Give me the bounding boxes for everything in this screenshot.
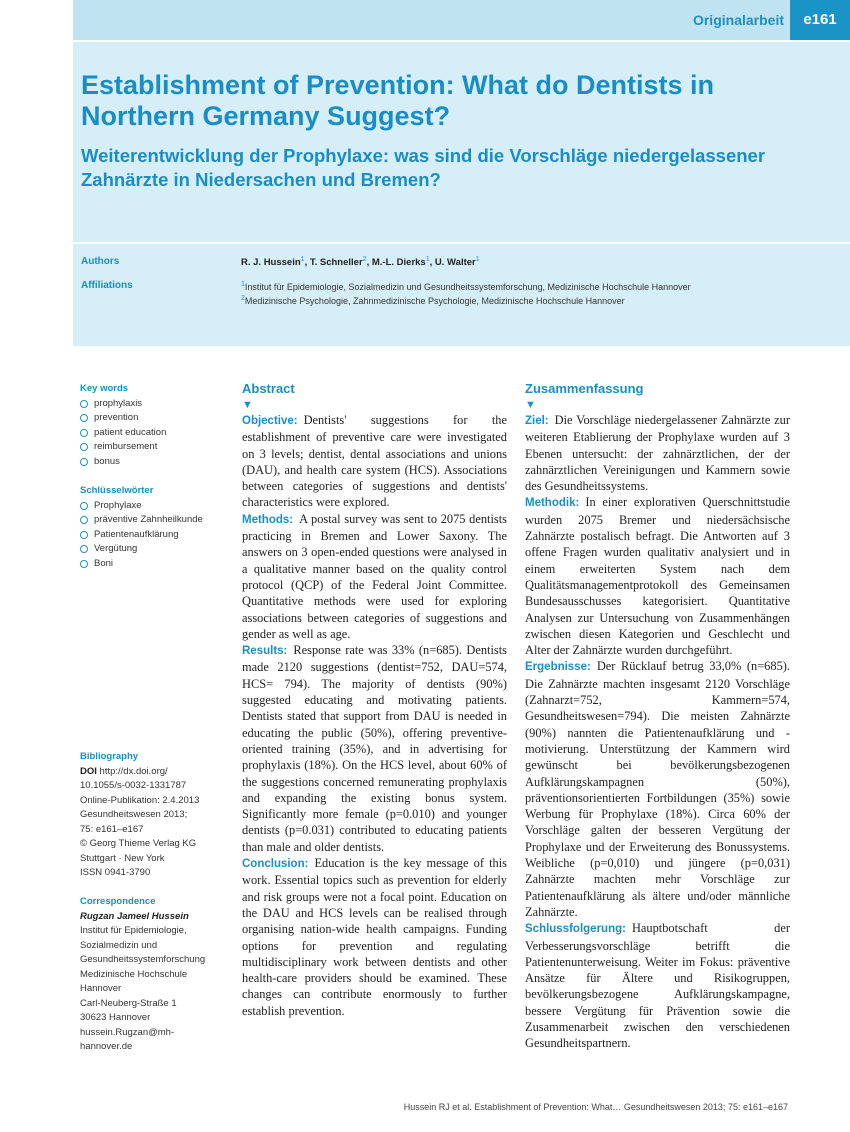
affiliation-text: Institut für Epidemiologie, Sozialmedizin und Gesundheitssystemforschung, Medizinische Hochschule Hannover [244, 282, 691, 292]
corr-line: Institut für Epidemiologie, [80, 925, 187, 936]
bullet-icon [80, 531, 88, 539]
corr-line: 30623 Hannover [80, 1012, 151, 1023]
affiliation-list [241, 279, 691, 307]
keyword-item [80, 557, 230, 572]
keyword-item [80, 397, 230, 412]
keyword-text: bonus [94, 455, 120, 467]
article-subtitle: Weiterentwicklung der Prophylaxe: was sind die Vorschläge niedergelassener Zahnärzte in Niedersachen und Bremen? [81, 145, 766, 190]
keyword-item [80, 528, 230, 543]
author-sup: 1 [425, 256, 430, 263]
paragraph-text: Education is the key message of this work. Essential topics such as prevention for elderly and risk groups were not a focal point. Education on the DAU and HCS levels can be realised through organising nation-wide health campaigns. Funding options for prevention and regulating multidisciplinary work between dentists and other health-care providers should be examined. These changes can contribute enormously to further establish prevention. [242, 856, 507, 1018]
abstract-paragraph [242, 511, 507, 642]
abstract-paragraph [242, 642, 507, 855]
doi-label: DOI [80, 765, 97, 777]
bib-line: Stuttgart · New York [80, 852, 165, 864]
paragraph-label: Conclusion: [242, 858, 309, 871]
correspondence-section [80, 895, 230, 1055]
bibliography-section [80, 750, 230, 881]
author-sup: 1 [475, 256, 480, 263]
paragraph-label: Methods: [242, 513, 294, 526]
bib-line: © Georg Thieme Verlag KG [80, 838, 197, 849]
keyword-item [80, 513, 230, 528]
corr-line: Hannover [80, 983, 122, 994]
corr-line: Sozialmedizin und [80, 939, 158, 951]
corr-line: Gesundheitssystemforschung [80, 954, 206, 965]
doi-line [80, 765, 230, 780]
bullet-icon [80, 560, 88, 568]
author-name: T. Schneller [309, 257, 363, 269]
title-block [73, 42, 850, 242]
affiliation-item [241, 293, 691, 307]
keywords-section [80, 382, 230, 469]
bib-line: ISSN 0941-3790 [80, 867, 151, 878]
bullet-icon [80, 545, 88, 553]
bullet-icon [80, 414, 88, 422]
zusammenfassung-column [525, 380, 790, 1052]
bullet-icon [80, 400, 88, 408]
paragraph-label: Ziel: [525, 415, 549, 427]
triangle-down-icon: ▼ [525, 399, 536, 411]
bib-line: Gesundheitswesen 2013; [80, 809, 188, 820]
abstract-column [242, 380, 507, 1019]
keyword-text: Boni [94, 557, 114, 569]
page-footer: Hussein RJ et al. Establishment of Prevention: What… Gesundheitswesen 2013; 75: e161–e167 [403, 1102, 788, 1112]
paragraph-label: Methodik: [525, 497, 580, 510]
authors-block [73, 244, 850, 346]
paragraph-text: Dentists' suggestions for the establishment of preventive care were investigated on 3 levels; dentist, dental associations and unions (DAU), and health care system (HCS). Associations between categories of suggestions and dentists' characteristics were explored. [242, 413, 507, 510]
keyword-text: patient education [94, 426, 167, 438]
keywords-heading: Key words [80, 383, 129, 394]
keyword-item [80, 542, 230, 557]
authors-label: Authors [81, 256, 120, 267]
zusammenfassung-paragraph [525, 658, 790, 920]
section-label: Originalarbeit [692, 12, 784, 28]
paragraph-label: Results: [242, 645, 288, 658]
paragraph-label: Ergebnisse: [525, 661, 591, 674]
zusammenfassung-paragraph [525, 920, 790, 1051]
bullet-icon [80, 458, 88, 466]
paragraph-text: In einer explorativen Querschnittstudie wurden 2075 Bremer und niedersächsische Zahnärzte postalisch befragt. Die Antworten auf 3 offene Fragen wurden qualitativ analysiert und in einem erweiterten System nach dem Qualitätsmanagementprotokoll des Gemeinsamen Bundesausschusses kategorisiert. Quantitative Analysen zur Untersuchung von Zusammenhängen zwischen diesen Kategorien und Geschlecht und Alter der Zahnärzte wurden durchgeführt. [525, 495, 790, 658]
keyword-item [80, 499, 230, 514]
paragraph-text: Die Vorschläge niedergelassener Zahnärzte zur weiteren Etablierung der Prophylaxe wurden auf 3 Ebenen untersucht: der zahnärztlichen, der der zahnärztlichen Vereinigungen und Kammern sowie des Gesundheitssystems. [525, 413, 790, 494]
abstract-heading: Abstract [242, 381, 295, 396]
keyword-text: prevention [94, 412, 139, 423]
keyword-text: prophylaxis [94, 397, 143, 409]
keyword-text: Patientenaufklärung [94, 528, 179, 540]
author-sup: 2 [362, 256, 367, 263]
affiliation-sup: 1 [241, 281, 245, 288]
keyword-text: Prophylaxe [94, 499, 142, 511]
paragraph-text: Der Rücklauf betrug 33,0% (n=685). Die Zahnärzte machten insgesamt 2120 Vorschläge (Zahnarzt=752, Kammern=574, Gesundheitswesen=794). Die meisten Zahnärzte (90%) nannten die Patientenaufklärung und -motivierung. Unterstützung der Kammern wird gewünscht bei bevölkerungsbezogenen Aufklärungskampagnen (50%), präventionsorientierten Fortbildungen (35%) sowie Werbung für Prophylaxe (18%). Circa 60% der Vorschläge galten der besseren Vergütung der Prophylaxe und der Erweiterung des Bonussystems. Weibliche (p=0,010) und jüngere (p=0,031) Zahnärzte machten mehr Vorschläge zur Patientenaufklärung als ältere und/oder männliche Zahnärzte. [525, 659, 790, 919]
keyword-item [80, 411, 230, 426]
keyword-item [80, 455, 230, 470]
zusammenfassung-paragraph [525, 412, 790, 494]
bullet-icon [80, 502, 88, 510]
affiliation-text: Medizinische Psychologie, Zahnmedizinische Psychologie, Medizinische Hochschule Hannover [244, 296, 625, 306]
author-name: M.-L. Dierks [371, 257, 426, 269]
author-sup: 1 [300, 256, 305, 263]
bullet-icon [80, 429, 88, 437]
schluesselwoerter-heading: Schlüsselwörter [80, 485, 154, 496]
correspondence-name: Rugzan Jameel Hussein [80, 910, 189, 922]
corr-line: Medizinische Hochschule [80, 968, 188, 980]
email-link-cont[interactable]: hannover.de [80, 1041, 133, 1052]
paragraph-label: Schlussfolgerung: [525, 923, 626, 936]
paragraph-text: A postal survey was sent to 2075 dentists practicing in Bremen and Lower Saxony. The answers on 3 open-ended questions were analysed in a qualitative manner based on the quality control protocol (QCP) of the Federal Joint Committee. Quantitative methods were used for exploring associations between categories of suggestions and gender as well as age. [242, 511, 507, 641]
correspondence-heading: Correspondence [80, 896, 156, 907]
page-number: e161 [790, 0, 850, 40]
keyword-item [80, 440, 230, 455]
abstract-paragraph [242, 855, 507, 1019]
bullet-icon [80, 443, 88, 451]
email-link[interactable]: hussein.Rugzan@mh- [80, 1026, 175, 1038]
author-list: R. J. Hussein$^1$, T. Schneller$^2$, M.-L. Dierks$^1$, U. Walter$^1$ [241, 256, 480, 269]
paragraph-text: Response rate was 33% (n=685). Dentists made 2120 suggestions (dentist=752, DAU=574, HCS= 794). The majority of dentists (90%) suggested educating and motivating patients. Dentists stated that support from DAU is needed in educating the public (50%), offering preventive-oriented training (35%), and in advertising for prophylaxis (18%). On the HCS level, about 60% of the suggestions concerned remunerating prophylaxis and expanding the existing bonus system. Significantly more female (p=0.010) and younger dentists (p=0.031) contributed to educating patients than male and older dentists. [242, 643, 507, 854]
affiliation-item [241, 279, 691, 293]
doi-link[interactable]: http://dx.doi.org/ [99, 765, 168, 777]
schluesselwoerter-section [80, 484, 230, 571]
triangle-down-icon: ▼ [242, 399, 253, 411]
abstract-paragraph [242, 412, 507, 511]
doi-value: 10.1055/s-0032-1331787 [80, 780, 187, 791]
paragraph-label: Objective: [242, 415, 298, 427]
keyword-text: reimbursement [94, 441, 158, 452]
affiliations-label: Affiliations [81, 280, 133, 291]
author-name: R. J. Hussein [241, 257, 301, 269]
zusammenfassung-paragraph [525, 494, 790, 658]
bib-line: 75: e161–e167 [80, 823, 144, 835]
author-name: U. Walter [434, 257, 476, 269]
keyword-item [80, 426, 230, 441]
keyword-text: Vergütung [94, 543, 138, 554]
keyword-text: präventive Zahnheilkunde [94, 514, 203, 525]
bibliography-heading: Bibliography [80, 751, 139, 762]
article-title: Establishment of Prevention: What do Dentists in Northern Germany Suggest? [81, 70, 715, 131]
bib-line: Online-Publikation: 2.4.2013 [80, 794, 200, 806]
paragraph-text: Hauptbotschaft der Verbesserungsvorschläge betrifft die Patientenunterweisung. Weiter im Fokus: präventive Ansätze für Ältere und Risikogruppen, bevölkerungsbezogene Aufklärungskampagne, bessere Vergütung für Prävention sowie die Zusammenarbeit zwischen den verschiedenen Gesundheitspartnern. [525, 921, 790, 1051]
corr-line: Carl-Neuberg-Straße 1 [80, 997, 177, 1009]
zusammenfassung-heading: Zusammenfassung [525, 381, 644, 396]
bullet-icon [80, 516, 88, 524]
affiliation-sup: 2 [241, 295, 245, 302]
